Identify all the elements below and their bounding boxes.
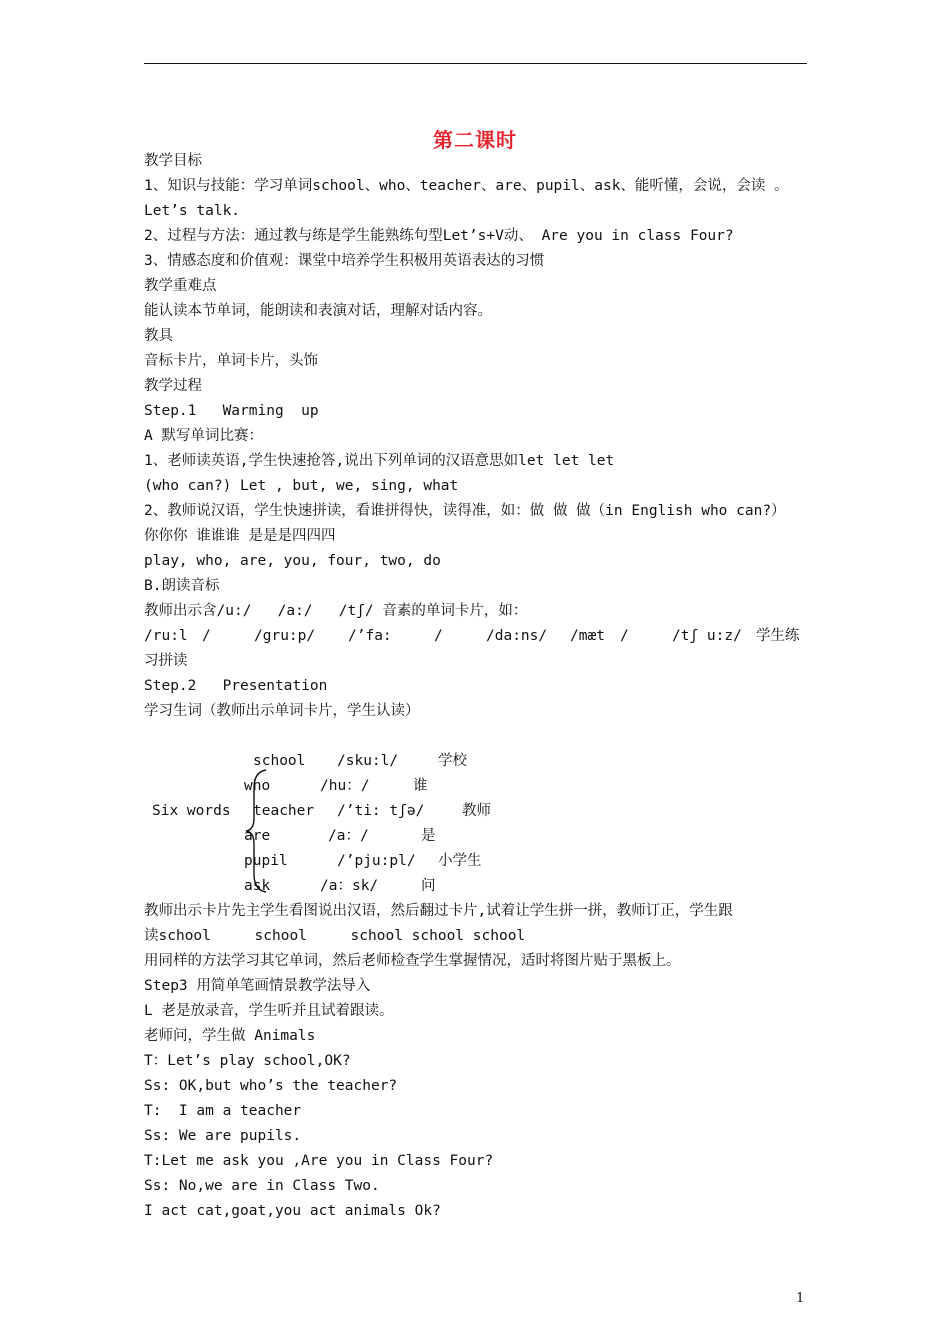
text-line: 教学重难点 [144, 278, 217, 294]
phonetic-item: / [434, 628, 443, 644]
text-line: B.朗读音标 [144, 578, 220, 594]
text-line: Step3 用简单笔画情景教学法导入 [144, 978, 371, 994]
text-line: 学习生词（教师出示单词卡片，学生认读） [144, 703, 420, 719]
dialogue-line: I act cat,goat,you act animals Ok? [144, 1203, 441, 1219]
text-line: 读school school school school school [144, 928, 526, 944]
vocab-phonetic: /a：sk/ [320, 878, 379, 894]
vocab-phonetic: /sku:l/ [337, 753, 399, 769]
vocab-word: are [244, 828, 271, 844]
phonetic-item: /mæt [570, 628, 605, 644]
vocab-word: ask [244, 878, 271, 894]
dialogue-line: Ss: We are pupils. [144, 1128, 302, 1144]
text-line: A 默写单词比赛： [144, 428, 263, 444]
text-line: 能认读本节单词，能朗读和表演对话，理解对话内容。 [144, 303, 492, 319]
text-line: 1、老师读英语,学生快速抢答,说出下列单词的汉语意思如let let let [144, 453, 615, 469]
dialogue-line: Ss: OK,but who’s the teacher? [144, 1078, 398, 1094]
text-line: 1、知识与技能：学习单词school、who、teacher、are、pupil、ask、能听懂，会说，会读 。 [144, 178, 789, 194]
phonetic-item: /tʃ u:z/ [672, 628, 742, 644]
page-number: 1 [796, 1291, 805, 1306]
vocab-word: school [253, 753, 306, 769]
phonetic-item: /gru:p/ [254, 628, 316, 644]
vocab-phonetic: /’ti: tʃə/ [337, 803, 425, 819]
vocab-phonetic: /hu：/ [320, 778, 370, 794]
phonetic-item: /’fa: [348, 628, 392, 644]
phonetic-item: 学生练 [756, 628, 800, 644]
vocab-meaning: 小学生 [438, 853, 482, 869]
phonetic-item: /ru:l [144, 628, 188, 644]
dialogue-line: T：Let’s play school,OK? [144, 1053, 351, 1069]
text-line: L 老是放录音，学生听并且试着跟读。 [144, 1003, 394, 1019]
vocab-meaning: 学校 [438, 753, 467, 769]
text-line: 教师出示含/u:/ /a:/ /tʃ/ 音素的单词卡片，如： [144, 603, 528, 619]
vocab-meaning: 问 [421, 878, 436, 894]
vocab-meaning: 谁 [413, 778, 428, 794]
dialogue-line: T: I am a teacher [144, 1103, 302, 1119]
vocab-meaning: 教师 [462, 803, 491, 819]
text-line: Step.2 Presentation [144, 678, 328, 694]
text-line: Step.1 Warming up [144, 403, 319, 419]
header-rule [144, 63, 807, 64]
six-words-label: Six words [152, 803, 231, 819]
text-line: play, who, are, you, four, two, do [144, 553, 441, 569]
page-title: 第二课时 [433, 128, 517, 152]
phonetic-item: / [620, 628, 629, 644]
vocab-word: pupil [244, 853, 288, 869]
vocab-meaning: 是 [421, 828, 436, 844]
text-line: 用同样的方法学习其它单词，然后老师检查学生掌握情况，适时将图片贴于黑板上。 [144, 953, 681, 969]
text-line: 你你你 谁谁谁 是是是四四四 [144, 528, 336, 544]
text-line: 习拼读 [144, 653, 188, 669]
dialogue-line: Ss: No,we are in Class Two. [144, 1178, 380, 1194]
dialogue-line: T:Let me ask you ,Are you in Class Four? [144, 1153, 494, 1169]
vocab-word: who [244, 778, 271, 794]
text-line: (who can?) Let , but, we, sing, what [144, 478, 459, 494]
text-line: Let’s talk. [144, 203, 241, 219]
phonetic-item: /da:ns/ [486, 628, 548, 644]
text-line: 3、情感态度和价值观：课堂中培养学生积极用英语表达的习惯 [144, 253, 545, 269]
text-line: 2、过程与方法：通过教与练是学生能熟练句型Let’s+V动、 Are you in class Four? [144, 228, 734, 244]
text-line: 教具 [144, 328, 173, 344]
text-line: 教学过程 [144, 378, 202, 394]
text-line: 教师出示卡片先主学生看图说出汉语，然后翻过卡片,试着让学生拼一拼，教师订正，学生跟 [144, 903, 733, 919]
vocab-phonetic: /a：/ [328, 828, 369, 844]
vocab-phonetic: /’pju:pl/ [337, 853, 416, 869]
text-line: 2、教师说汉语，学生快速拼读，看谁拼得快，读得准，如：做 做 做（in English who can?） [144, 503, 786, 519]
text-line: 老师问，学生做 Animals [144, 1028, 316, 1044]
vocab-word: teacher [253, 803, 315, 819]
text-line: 音标卡片，单词卡片，头饰 [144, 353, 318, 369]
phonetic-item: / [202, 628, 211, 644]
text-line: 教学目标 [144, 153, 202, 169]
